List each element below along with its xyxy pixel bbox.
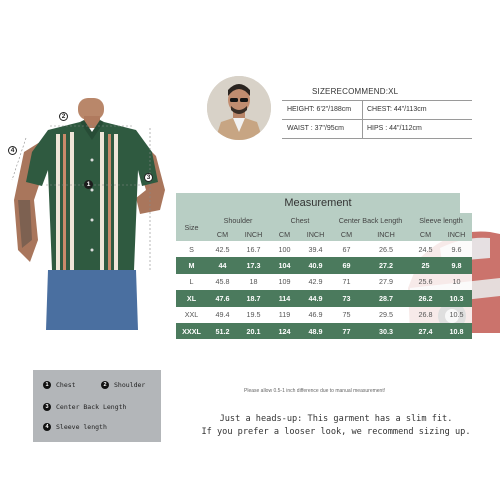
cell-value: 10.8 bbox=[441, 323, 472, 339]
measurement-title: Measurement bbox=[176, 193, 460, 213]
legend-item-chest bbox=[43, 381, 76, 389]
cell-value: 67 bbox=[331, 241, 362, 257]
measurement-table bbox=[176, 193, 466, 339]
table-row bbox=[176, 307, 472, 323]
cell-value: 100 bbox=[269, 241, 300, 257]
cell-value: 109 bbox=[269, 274, 300, 290]
cell-value: 77 bbox=[331, 323, 362, 339]
cell-value: 40.9 bbox=[300, 257, 331, 273]
cell-value: 73 bbox=[331, 290, 362, 306]
cell-size: XL bbox=[176, 290, 207, 306]
cell-value: 46.9 bbox=[300, 307, 331, 323]
marker-chest: 1 bbox=[84, 180, 93, 189]
cell-value: 9.6 bbox=[441, 241, 472, 257]
fit-note-line-1: Just a heads-up: This garment has a slim fit. bbox=[219, 414, 453, 424]
unit-inch: INCH bbox=[441, 228, 472, 242]
cell-value: 26.8 bbox=[410, 307, 441, 323]
cell-value: 114 bbox=[269, 290, 300, 306]
cell-value: 25.6 bbox=[410, 274, 441, 290]
cell-value: 45.8 bbox=[207, 274, 238, 290]
cell-size: XXL bbox=[176, 307, 207, 323]
cell-value: 10.5 bbox=[441, 307, 472, 323]
legend-item-back-length bbox=[43, 403, 126, 411]
cell-value: 27.4 bbox=[410, 323, 441, 339]
cell-value: 18 bbox=[238, 274, 269, 290]
cell-value: 27.9 bbox=[362, 274, 410, 290]
cell-value: 16.7 bbox=[238, 241, 269, 257]
legend-item-sleeve bbox=[43, 423, 107, 431]
recommend-chest: CHEST: 44"/113cm bbox=[367, 106, 427, 113]
cell-size: S bbox=[176, 241, 207, 257]
table-row bbox=[176, 323, 472, 339]
cell-value: 19.5 bbox=[238, 307, 269, 323]
table-row bbox=[176, 241, 472, 257]
cell-value: 28.7 bbox=[362, 290, 410, 306]
number-badge-icon: 3 bbox=[43, 403, 51, 411]
unit-cm: CM bbox=[331, 228, 362, 242]
unit-inch: INCH bbox=[238, 228, 269, 242]
size-recommend-title: SIZERECOMMEND:XL bbox=[312, 87, 399, 96]
cell-value: 20.1 bbox=[238, 323, 269, 339]
cell-value: 24.5 bbox=[410, 241, 441, 257]
number-badge-icon: 1 bbox=[43, 381, 51, 389]
cell-value: 39.4 bbox=[300, 241, 331, 257]
cell-value: 44.9 bbox=[300, 290, 331, 306]
cell-value: 104 bbox=[269, 257, 300, 273]
cell-value: 42.5 bbox=[207, 241, 238, 257]
cell-value: 75 bbox=[331, 307, 362, 323]
size-chart bbox=[176, 213, 472, 339]
number-badge-icon: 2 bbox=[101, 381, 109, 389]
cell-value: 69 bbox=[331, 257, 362, 273]
model-portrait bbox=[207, 76, 271, 140]
unit-inch: INCH bbox=[300, 228, 331, 242]
cell-value: 10.3 bbox=[441, 290, 472, 306]
fit-note bbox=[186, 413, 486, 439]
legend-item-shoulder bbox=[101, 381, 145, 389]
col-sleeve: Sleeve length bbox=[410, 213, 472, 228]
cell-value: 42.9 bbox=[300, 274, 331, 290]
model-figure bbox=[0, 90, 175, 330]
cell-value: 25 bbox=[410, 257, 441, 273]
marker-shoulder: 2 bbox=[59, 112, 68, 121]
cell-size: L bbox=[176, 274, 207, 290]
cell-value: 10 bbox=[441, 274, 472, 290]
cell-value: 48.9 bbox=[300, 323, 331, 339]
cell-value: 9.8 bbox=[441, 257, 472, 273]
recommend-divider-top bbox=[282, 100, 472, 101]
recommend-divider-vertical bbox=[362, 100, 363, 138]
cell-value: 71 bbox=[331, 274, 362, 290]
cell-size: XXXL bbox=[176, 323, 207, 339]
legend-label: Center Back Length bbox=[56, 403, 127, 411]
cell-value: 26.5 bbox=[362, 241, 410, 257]
cell-value: 51.2 bbox=[207, 323, 238, 339]
fit-note-line-2: If you prefer a looser look, we recommend sizing up. bbox=[201, 427, 471, 437]
allowance-note: Please allow 0.5-1 inch difference due to manual measurement! bbox=[244, 388, 386, 394]
table-row bbox=[176, 257, 472, 273]
unit-inch: INCH bbox=[362, 228, 410, 242]
col-shoulder: Shoulder bbox=[207, 213, 269, 228]
measurement-legend bbox=[33, 370, 161, 442]
legend-label: Sleeve length bbox=[56, 423, 107, 431]
model-avatar bbox=[207, 76, 271, 140]
cell-value: 17.3 bbox=[238, 257, 269, 273]
col-back-length: Center Back Length bbox=[331, 213, 410, 228]
cell-value: 119 bbox=[269, 307, 300, 323]
cell-value: 44 bbox=[207, 257, 238, 273]
unit-cm: CM bbox=[207, 228, 238, 242]
recommend-hips: HIPS : 44"/112cm bbox=[367, 125, 422, 132]
cell-value: 29.5 bbox=[362, 307, 410, 323]
legend-label: Chest bbox=[56, 381, 76, 389]
cell-value: 27.2 bbox=[362, 257, 410, 273]
table-row bbox=[176, 290, 472, 306]
cell-value: 26.2 bbox=[410, 290, 441, 306]
col-chest: Chest bbox=[269, 213, 331, 228]
recommend-height: HEIGHT: 6'2"/188cm bbox=[287, 106, 352, 113]
cell-value: 124 bbox=[269, 323, 300, 339]
col-size: Size bbox=[176, 213, 207, 241]
number-badge-icon: 4 bbox=[43, 423, 51, 431]
cell-value: 18.7 bbox=[238, 290, 269, 306]
unit-cm: CM bbox=[410, 228, 441, 242]
recommend-divider-bottom bbox=[282, 138, 472, 139]
legend-label: Shoulder bbox=[114, 381, 146, 389]
cell-value: 47.6 bbox=[207, 290, 238, 306]
cell-value: 30.3 bbox=[362, 323, 410, 339]
marker-sleeve: 4 bbox=[8, 146, 17, 155]
marker-back-length: 3 bbox=[144, 173, 153, 182]
table-row bbox=[176, 274, 472, 290]
unit-cm: CM bbox=[269, 228, 300, 242]
recommend-divider-middle bbox=[282, 119, 472, 120]
recommend-waist: WAIST : 37"/95cm bbox=[287, 125, 344, 132]
model-illustration bbox=[0, 90, 175, 330]
cell-value: 49.4 bbox=[207, 307, 238, 323]
cell-size: M bbox=[176, 257, 207, 273]
